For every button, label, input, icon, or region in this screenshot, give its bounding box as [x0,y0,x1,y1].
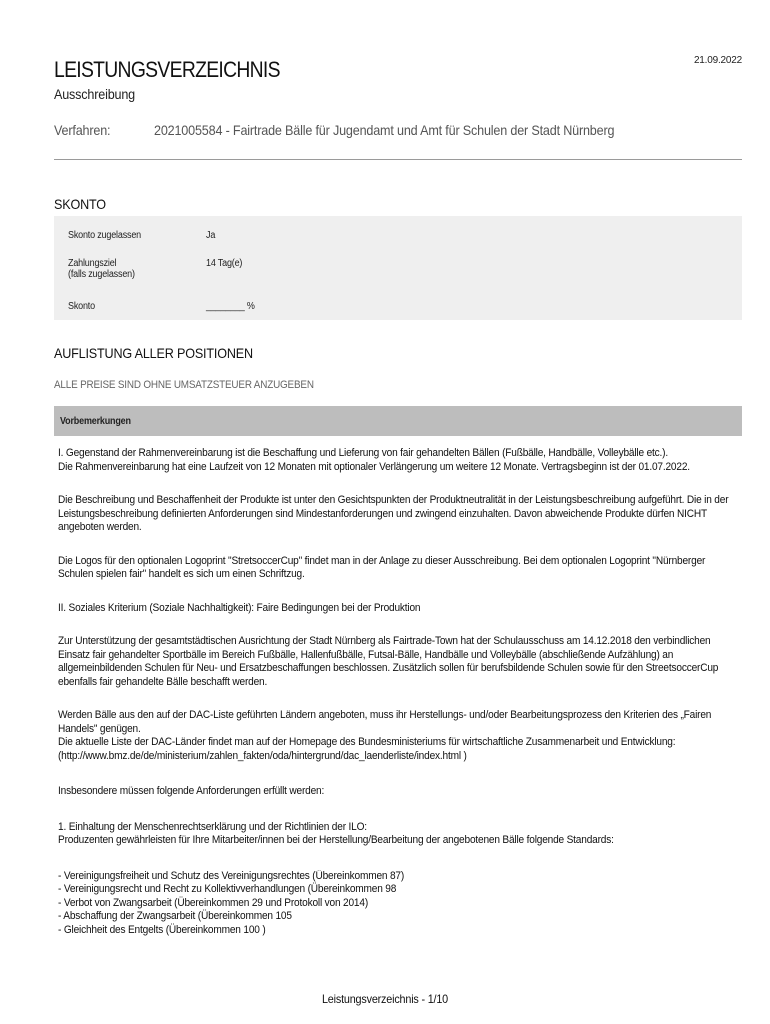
vorbemerkungen-bar [54,406,742,436]
vorbemerkungen-label: Vorbemerkungen [60,416,131,427]
skonto-row-label: Skonto zugelassen [68,230,141,241]
skonto-row-value: ________ % [206,301,255,312]
page-footer: Leistungsverzeichnis - 1/10 [321,992,448,1006]
positionen-heading: AUFLISTUNG ALLER POSITIONEN [54,345,253,361]
skonto-row-value: Ja [206,230,216,241]
verfahren-value: 2021005584 - Fairtrade Bälle für Jugendamt und Amt für Schulen der Stadt Nürnberg [154,122,615,138]
skonto-box [54,216,742,320]
document-title: LEISTUNGSVERZEICHNIS [54,57,280,82]
verfahren-row [54,120,742,160]
paragraph: - Vereinigungsfreiheit und Schutz des Vereinigungsrechtes (Übereinkommen 87) - Vereinigungsrecht und Recht zu Kollektivverhandlungen (Übereinkommen 98 - Verbot von Zwangsarbeit (Übereinkommen 29 und Protokoll von 2014) - Abschaffung der Zwangsarbeit (Übereinkommen 105 - Gleichheit des Entgelts (Übereinkommen 100 ) [58,869,405,936]
paragraph: Die Beschreibung und Beschaffenheit der Produkte ist unter den Gesichtspunkten der Produktneutralität in der Leistungsbeschreibung aufgeführt. Die in der Leistungsbeschreibung definierten Anforderungen sind Mindestanforderungen und zwingend einzuhalten. Davon abweichende Produkte dürfen NICHT angeboten werden. [58,494,729,533]
skonto-row-value: 14 Tag(e) [206,258,243,269]
vorbemerkungen-body [58,447,740,953]
preise-note: ALLE PREISE SIND OHNE UMSATZSTEUER ANZUGEBEN [54,379,314,391]
paragraph: Die Logos für den optionalen Logoprint "StretsoccerCup" findet man in der Anlage zu dieser Ausschreibung. Bei dem optionalen Logoprint "Nürnberger Schulen spielen fair" handelt es sich um einen Schriftzug. [58,554,706,580]
paragraph: Zur Unterstützung der gesamtstädtischen Ausrichtung der Stadt Nürnberg als Fairtrade-Town hat der Schulausschuss am 14.12.2018 den verbindlichen Einsatz fair gehandelter Sportbälle im Bereich Fußbälle, Hallenfußbälle, Futsal-Bälle, Handbälle und Volleybälle (abschließende Aufzählung) an allgemeinbildenden Schulen für Neu- und Ersatzbeschaffungen beschlossen. Zusätzlich sollen für berufsbildende Schulen sowie für den StreetsoccerCup ebenfalls fair gehandelte Bälle beschafft werden. [58,635,719,688]
skonto-heading: SKONTO [54,196,106,212]
paragraph: Insbesondere müssen folgende Anforderungen erfüllt werden: [58,785,325,797]
document-subtitle: Ausschreibung [54,86,136,102]
skonto-row-label: Skonto [68,301,95,312]
verfahren-label: Verfahren: [54,122,111,138]
paragraph: I. Gegenstand der Rahmenvereinbarung ist die Beschaffung und Lieferung von fair gehandelten Bällen (Fußbälle, Handbälle, Volleybälle etc.). Die Rahmenvereinbarung hat eine Laufzeit von 12 Monaten mit optionaler Verlängerung um weitere 12 Monate. Vertragsbeginn ist der 01.07.2022. [58,447,690,473]
paragraph: 1. Einhaltung der Menschenrechtserklärung und der Richtlinien der ILO: Produzenten gewährleisten für Ihre Mitarbeiter/innen bei der Herstellung/Bearbeitung der angebotenen Bälle folgende Standards: [58,820,614,846]
paragraph: Werden Bälle aus den auf der DAC-Liste geführten Ländern angeboten, muss ihr Herstellungs- und/oder Bearbeitungsprozess den Kriterien des „Fairen Handels" genügen. Die aktuelle Liste der DAC-Länder findet man auf der Homepage des Bundesministeriums für wirtschaftliche Zusammenarbeit und Entwicklung: (http://www.bmz.de/de/ministerium/zahlen_fakten/oda/hintergrund/dac_laenderliste/index.html ) [58,709,712,762]
date: 21.09.2022 [693,55,742,66]
paragraph: II. Soziales Kriterium (Soziale Nachhaltigkeit): Faire Bedingungen bei der Produktion [58,601,421,614]
skonto-row-label: Zahlungsziel (falls zugelassen) [68,258,135,280]
